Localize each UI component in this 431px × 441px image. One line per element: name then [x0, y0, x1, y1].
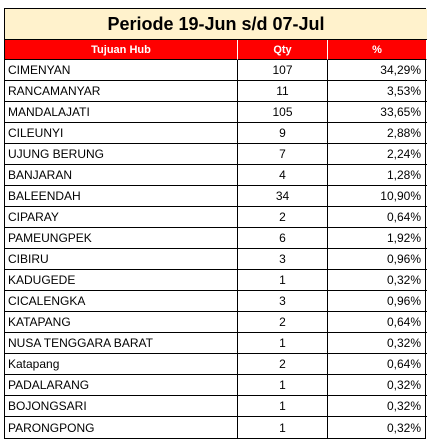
percent-cell: 33,65%: [328, 102, 427, 123]
hub-name-cell: PADALARANG: [5, 375, 238, 396]
hub-name-cell: BANJARAN: [5, 165, 238, 186]
hub-name-cell: RANCAMANYAR: [5, 81, 238, 102]
hub-name-cell: KADUGEDE: [5, 270, 238, 291]
column-header-hub: Tujuan Hub: [5, 40, 238, 60]
percent-cell: 0,96%: [328, 249, 427, 270]
hub-name-cell: CICALENGKA: [5, 291, 238, 312]
percent-cell: 2,88%: [328, 123, 427, 144]
qty-cell: 1: [238, 333, 328, 354]
qty-cell: 1: [238, 375, 328, 396]
hub-name-cell: MANDALAJATI: [5, 102, 238, 123]
qty-cell: 1: [238, 396, 328, 417]
qty-cell: 7: [238, 144, 328, 165]
percent-cell: 1,28%: [328, 165, 427, 186]
hub-name-cell: KATAPANG: [5, 312, 238, 333]
qty-cell: 3: [238, 249, 328, 270]
percent-cell: 0,64%: [328, 207, 427, 228]
percent-cell: 34,29%: [328, 60, 427, 81]
percent-cell: 0,32%: [328, 396, 427, 417]
qty-cell: 2: [238, 207, 328, 228]
hub-name-cell: NUSA TENGGARA BARAT: [5, 333, 238, 354]
qty-cell: 4: [238, 165, 328, 186]
qty-cell: 3: [238, 291, 328, 312]
percent-cell: 2,24%: [328, 144, 427, 165]
percent-cell: 3,53%: [328, 81, 427, 102]
qty-cell: 6: [238, 228, 328, 249]
hub-name-cell: CIPARAY: [5, 207, 238, 228]
hub-name-cell: PAMEUNGPEK: [5, 228, 238, 249]
hub-name-cell: UJUNG BERUNG: [5, 144, 238, 165]
hub-name-cell: BALEENDAH: [5, 186, 238, 207]
column-header-percent: %: [328, 40, 427, 60]
summary-table: [4, 8, 426, 439]
qty-cell: 105: [238, 102, 328, 123]
percent-cell: 1,92%: [328, 228, 427, 249]
hub-name-cell: PARONGPONG: [5, 417, 238, 438]
percent-cell: 0,64%: [328, 312, 427, 333]
qty-cell: 2: [238, 312, 328, 333]
hub-name-cell: CIBIRU: [5, 249, 238, 270]
percent-cell: 0,64%: [328, 354, 427, 375]
qty-cell: 34: [238, 186, 328, 207]
table-title: Periode 19-Jun s/d 07-Jul: [5, 9, 427, 40]
qty-cell: 1: [238, 270, 328, 291]
percent-cell: 10,90%: [328, 186, 427, 207]
percent-cell: 0,96%: [328, 291, 427, 312]
hub-name-cell: BOJONGSARI: [5, 396, 238, 417]
qty-cell: 107: [238, 60, 328, 81]
qty-cell: 2: [238, 354, 328, 375]
column-header-qty: Qty: [238, 40, 328, 60]
hub-name-cell: Katapang: [5, 354, 238, 375]
percent-cell: 0,32%: [328, 270, 427, 291]
percent-cell: 0,32%: [386, 420, 421, 435]
percent-cell: 0,32%: [328, 375, 427, 396]
hub-name-cell: CILEUNYI: [5, 123, 238, 144]
percent-cell: 0,32%: [328, 333, 427, 354]
hub-name-cell: CIMENYAN: [5, 60, 238, 81]
qty-cell: 9: [238, 123, 328, 144]
qty-cell: 11: [238, 81, 328, 102]
qty-cell: 1: [238, 417, 328, 438]
